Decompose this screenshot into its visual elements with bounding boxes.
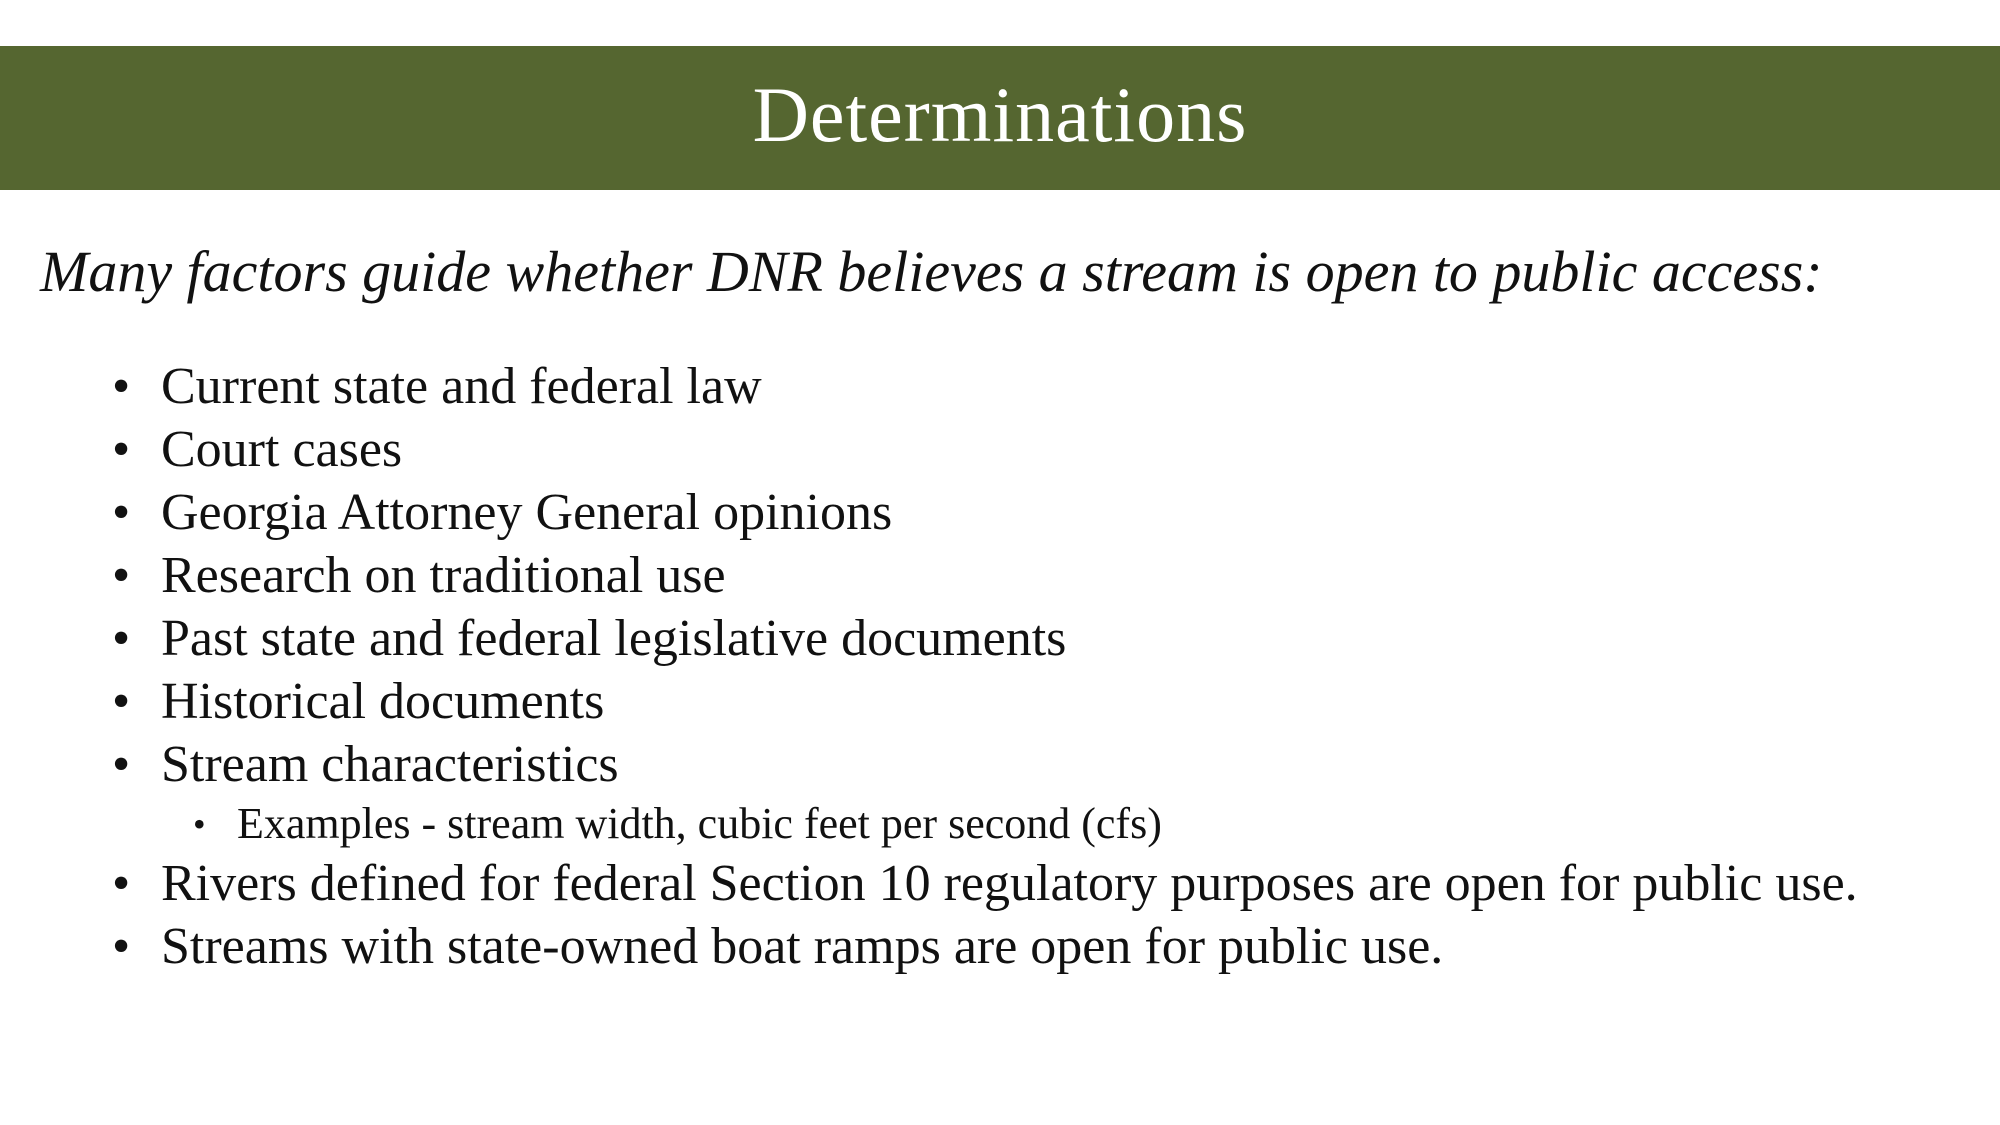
bullet-item: • Current state and federal law <box>161 355 1921 418</box>
bullet-item: • Research on traditional use <box>161 544 1921 607</box>
bullet-item: • Historical documents <box>161 670 1921 733</box>
bullet-item: • Stream characteristics <box>161 733 1921 796</box>
bullet-item: • Rivers defined for federal Section 10 regulatory purposes are open for public use. <box>161 852 1921 915</box>
bullet-item: • Past state and federal legislative documents <box>161 607 1921 670</box>
slide-title: Determinations <box>752 71 1248 158</box>
bullet-item: • Court cases <box>161 418 1921 481</box>
bullet-item: • Streams with state-owned boat ramps are open for public use. <box>161 915 1921 978</box>
sub-bullet-item: • Examples - stream width, cubic feet per second (cfs) <box>237 796 1937 852</box>
bullet-item: • Georgia Attorney General opinions <box>161 481 1921 544</box>
title-bar <box>0 46 2000 190</box>
slide-subtitle: Many factors guide whether DNR believes a stream is open to public access: <box>40 239 1823 304</box>
bullet-list <box>0 355 2000 978</box>
